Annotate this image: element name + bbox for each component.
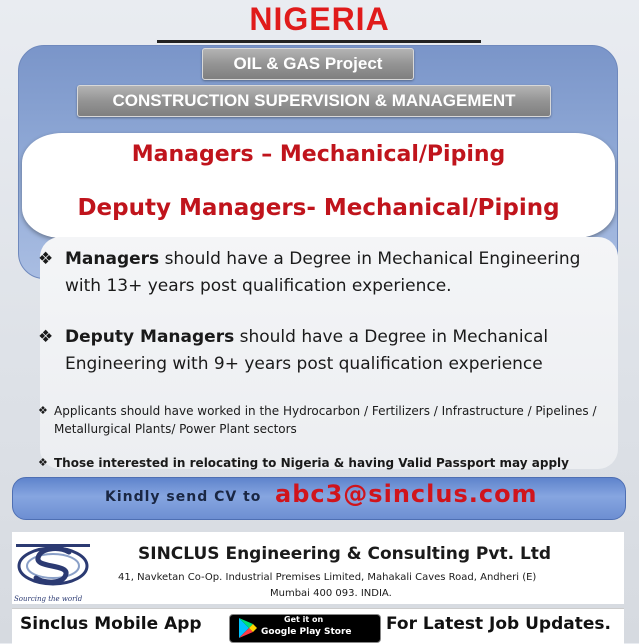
title-underline xyxy=(157,40,481,43)
requirement-deputy-text-2: Engineering with 9+ years post qualification experience xyxy=(65,354,543,374)
footer-updates-label: For Latest Job Updates. xyxy=(386,614,611,634)
sinclus-logo-icon xyxy=(14,538,92,594)
google-play-icon xyxy=(236,617,258,639)
page-title: NIGERIA xyxy=(249,1,390,37)
cv-label: Kindly send CV to xyxy=(105,489,262,505)
requirement-deputy-text: should have a Degree in Mechanical xyxy=(234,327,549,347)
role-managers: Managers – Mechanical/Piping xyxy=(131,142,506,167)
diamond-bullet-icon: ❖ xyxy=(38,404,48,417)
footer-app-label: Sinclus Mobile App xyxy=(20,614,202,634)
cv-email-link[interactable]: abc3@sinclus.com xyxy=(275,480,538,508)
requirement-deputy-title: Deputy Managers xyxy=(65,327,235,347)
role-deputy-managers: Deputy Managers- Mechanical/Piping xyxy=(77,195,560,221)
requirement-managers-title: Managers xyxy=(65,249,160,269)
company-name: SINCLUS Engineering & Consulting Pvt. Ltd xyxy=(138,544,552,564)
diamond-bullet-icon: ❖ xyxy=(38,249,54,269)
company-tagline: Sourcing the world xyxy=(14,595,83,603)
diamond-bullet-icon: ❖ xyxy=(38,327,54,347)
google-play-get-label: Get it on xyxy=(284,615,324,624)
diamond-bullet-icon: ❖ xyxy=(38,456,48,469)
requirement-managers-text: should have a Degree in Mechanical Engineering xyxy=(159,249,581,269)
google-play-store-label: Google Play Store xyxy=(261,627,352,637)
subtitle-label: CONSTRUCTION SUPERVISION & MANAGEMENT xyxy=(77,85,551,117)
roles-box xyxy=(22,133,615,238)
requirement-sectors-text-2: Metallurgical Plants/ Power Plant sectors xyxy=(54,422,297,436)
company-address-line1: 41, Navketan Co-Op. Industrial Premises Limited, Mahakali Caves Road, Andheri (E) xyxy=(118,572,537,583)
requirement-managers-text-2: with 13+ years post qualification experience. xyxy=(65,276,452,296)
project-label: OIL & GAS Project xyxy=(202,48,414,80)
requirement-sectors-text: Applicants should have worked in the Hydrocarbon / Fertilizers / Infrastructure / Pipelines / xyxy=(54,404,597,418)
requirement-relocation-text: Those interested in relocating to Nigeria & having Valid Passport may apply xyxy=(54,456,569,470)
company-address-line2: Mumbai 400 093. INDIA. xyxy=(270,588,392,599)
